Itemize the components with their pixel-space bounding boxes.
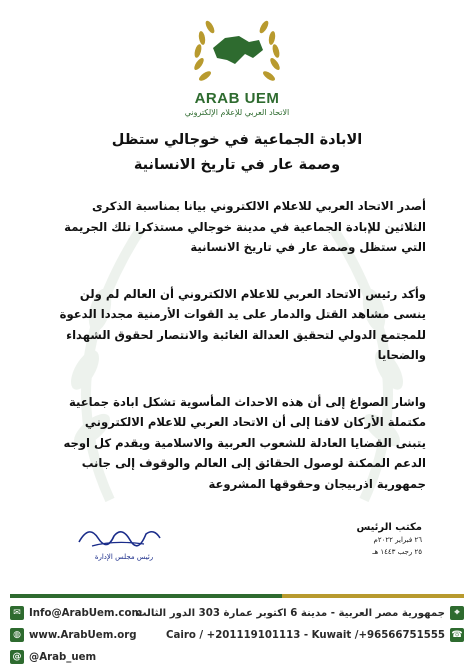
- office-label: مكتب الرئيس: [356, 522, 422, 533]
- social-handle[interactable]: @Arab_uem: [29, 651, 97, 663]
- paragraph: وأكد رئيس الاتحاد العربي للاعلام الالكتروني أن العالم لم ولن ينسى مشاهد القتل والدمار على يد القوات الأرمنية مجددا الدعوة للمجتمع الدولي لتحقيق العدالة الغائبة والانتصار لحقوق الشهداء والضحايا: [59, 286, 426, 362]
- website-link[interactable]: www.ArabUem.org: [29, 629, 137, 641]
- title-line-2: وصمة عار في تاريخ الانسانية: [133, 157, 341, 173]
- document-title: [40, 128, 434, 178]
- footer-divider: [10, 594, 464, 598]
- paragraph: واشار الصواغ إلى أن هذه الاحداث المأسوية تشكل ابادة جماعية مكتملة الأركان لافتا إلى أن الاتحاد العربي للاعلام الالكتروني يتبنى القضايا العادلة للشعوب العربية والاسلامية ويقدم كل اوجه الدعم الممكنة لوصول الحقائق إلى العالم والوقوف إلى جانب جمهورية اذربيجان وحقوقها المشروعة: [63, 394, 426, 491]
- statement-body: [54, 196, 426, 520]
- title-line-1: الابادة الجماعية في خوجالي ستظل: [111, 132, 363, 148]
- address-text: جمهورية مصر العربية - مدينة 6 اكتوبر عمارة 303 الدور الثالث: [136, 607, 445, 619]
- email-icon: ✉: [10, 606, 24, 620]
- header-logo: [0, 14, 474, 117]
- website-row[interactable]: [10, 626, 137, 644]
- phone-icon: ☎: [451, 630, 463, 640]
- org-subtitle: الاتحاد العربي للإعلام الإلكتروني: [184, 108, 290, 117]
- footer: [10, 604, 464, 666]
- signature-caption: رئيس مجلس الإدارة: [94, 553, 154, 561]
- org-name: ARAB UEM: [194, 90, 280, 107]
- social-row[interactable]: [10, 648, 96, 666]
- date-gregorian: ٢٦ فبراير ٢٠٢٢م: [373, 536, 422, 544]
- email-row[interactable]: [10, 604, 142, 622]
- phone-text: Cairo / +201119101113 - Kuwait /+96566751555: [166, 629, 445, 641]
- date-hijri: ٢٥ رجب ١٤٤٣ هـ: [372, 548, 422, 556]
- globe-icon: ◍: [10, 628, 24, 642]
- laurel-wreath-logo-icon: [187, 14, 287, 94]
- phone-row: [166, 626, 464, 644]
- signoff-block: [356, 522, 422, 558]
- social-icon: @: [10, 650, 24, 664]
- location-icon: ⌖: [450, 606, 464, 620]
- paragraph: أصدر الاتحاد العربي للاعلام الالكتروني بيانا بمناسبة الذكرى الثلاثين للإبادة الجماعية في مدينة خوجالي مستذكرا تلك الجريمة التي ستظل وصمة عار في تاريخ الانسانية: [64, 199, 426, 254]
- address-row: [136, 604, 464, 622]
- handwritten-signature: [74, 518, 164, 554]
- email-link[interactable]: Info@ArabUem.com: [29, 607, 143, 619]
